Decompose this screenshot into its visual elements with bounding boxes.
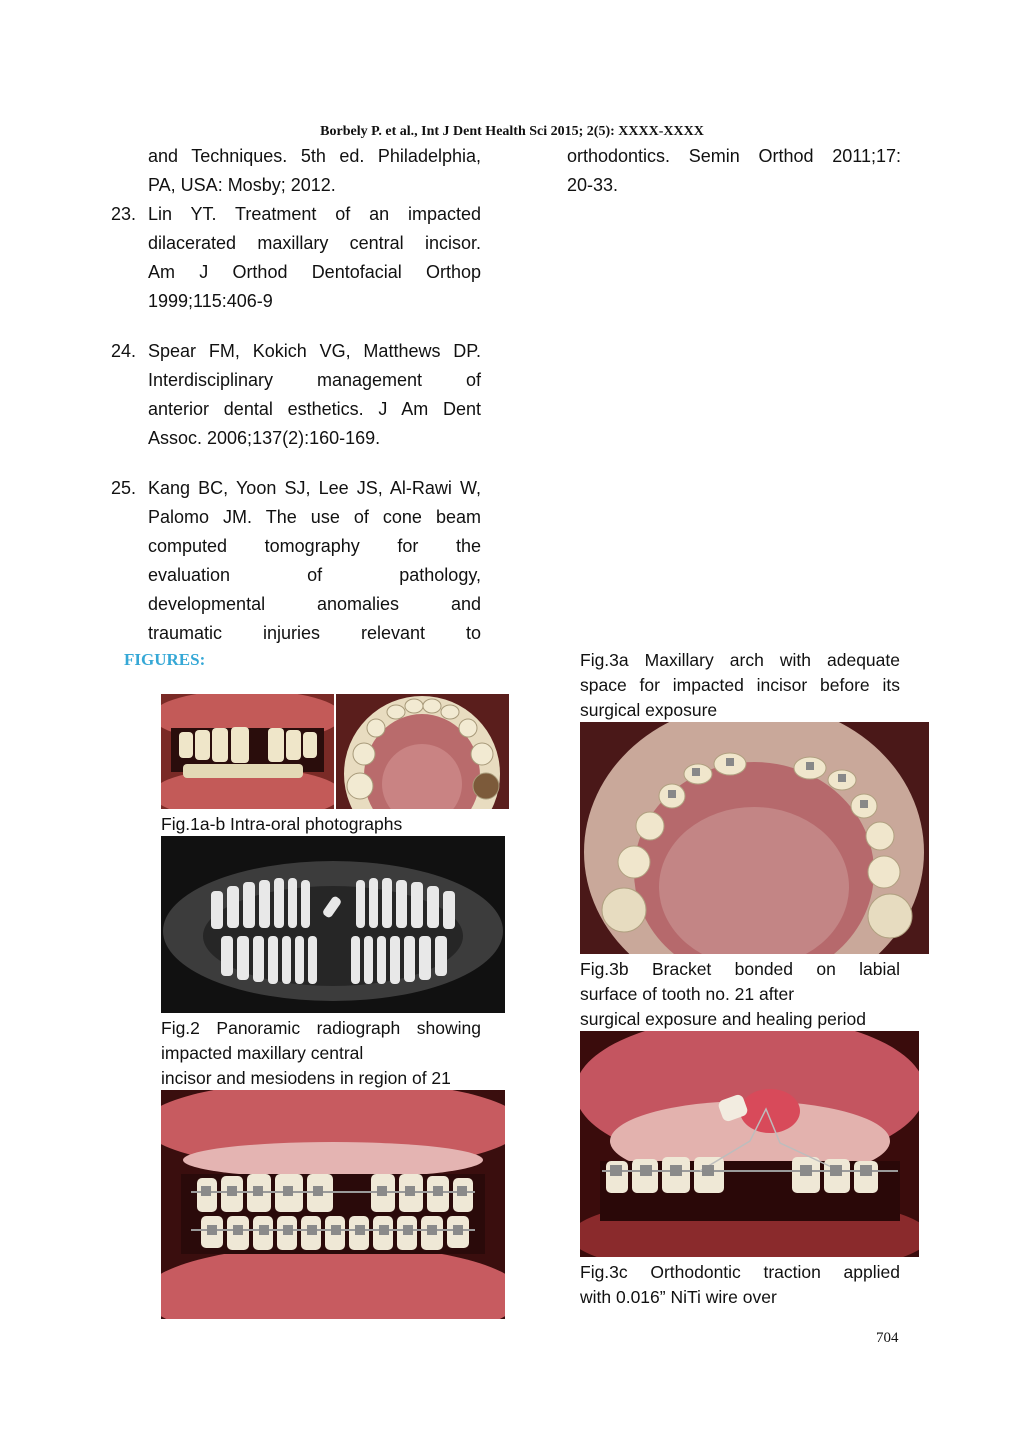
right-references bbox=[567, 142, 901, 200]
fig3b-caption bbox=[580, 957, 900, 1032]
reference-23 bbox=[111, 200, 481, 316]
caption-line: with 0.016” NiTi wire over bbox=[580, 1287, 777, 1307]
caption-line: Fig.3b Bracket bonded on labial bbox=[580, 959, 900, 979]
fig3b-bracket-traction-photo bbox=[580, 1031, 919, 1257]
ref-line: Interdisciplinary management of bbox=[148, 370, 481, 390]
caption-line: surface of tooth no. 21 after bbox=[580, 984, 795, 1004]
ref-line: traumatic injuries relevant to bbox=[148, 623, 481, 643]
fig1-caption: Fig.1a-b Intra-oral photographs bbox=[161, 814, 403, 834]
ref-line: Kang BC, Yoon SJ, Lee JS, Al-Rawi W, bbox=[148, 478, 481, 498]
ref-line: PA, USA: Mosby; 2012. bbox=[148, 175, 336, 195]
fig3a-caption bbox=[580, 648, 900, 723]
ref-line: dilacerated maxillary central incisor. bbox=[148, 233, 481, 253]
reference-25 bbox=[111, 474, 481, 648]
ref-number: 25. bbox=[111, 478, 137, 498]
caption-line: Fig.3c Orthodontic traction applied bbox=[580, 1262, 900, 1282]
ref-line: Lin YT. Treatment of an impacted bbox=[148, 204, 481, 224]
caption-line: surgical exposure bbox=[580, 700, 718, 720]
ref-line: and Techniques. 5th ed. Philadelphia, bbox=[148, 146, 481, 166]
ref-line: orthodontics. Semin Orthod 2011;17: bbox=[567, 146, 901, 166]
caption-line: impacted maxillary central bbox=[161, 1043, 364, 1063]
caption-line: space for impacted incisor before its bbox=[580, 675, 900, 695]
left-references bbox=[111, 142, 481, 648]
reference-22-continued bbox=[117, 142, 481, 200]
ref-line: evaluation of pathology, bbox=[148, 565, 481, 585]
ref-line: Spear FM, Kokich VG, Matthews DP. bbox=[148, 341, 481, 361]
ref-line: Am J Orthod Dentofacial Orthop bbox=[148, 262, 481, 282]
ref-number: 24. bbox=[111, 341, 137, 361]
caption-line: Fig.3a Maxillary arch with adequate bbox=[580, 650, 900, 670]
ref-line: developmental anomalies and bbox=[148, 594, 481, 614]
fig-braces-frontal-photo bbox=[161, 1090, 505, 1319]
fig2-panoramic-radiograph bbox=[161, 836, 505, 1013]
ref-line: computed tomography for the bbox=[148, 536, 481, 556]
caption-line: surgical exposure and healing period bbox=[580, 1009, 867, 1029]
fig3c-caption bbox=[580, 1260, 900, 1310]
fig2-caption bbox=[161, 1016, 481, 1091]
ref-line: anterior dental esthetics. J Am Dent bbox=[148, 399, 481, 419]
ref-line: Palomo JM. The use of cone beam bbox=[148, 507, 481, 527]
fig1a-frontal-photo bbox=[161, 694, 334, 809]
ref-number: 23. bbox=[111, 204, 137, 224]
caption-line: Fig.2 Panoramic radiograph showing bbox=[161, 1018, 481, 1038]
figures-heading: FIGURES: bbox=[124, 650, 206, 669]
caption-line: incisor and mesiodens in region of 21 bbox=[161, 1068, 451, 1088]
page-number: 704 bbox=[876, 1330, 899, 1346]
ref-line: Assoc. 2006;137(2):160-169. bbox=[148, 428, 381, 448]
running-header: Borbely P. et al., Int J Dent Health Sci 2015; 2(5): XXXX-XXXX bbox=[320, 124, 704, 139]
fig3a-occlusal-arch-photo bbox=[580, 722, 929, 954]
reference-24 bbox=[111, 337, 481, 453]
ref-line: 1999;115:406-9 bbox=[148, 291, 273, 311]
fig1b-occlusal-photo bbox=[336, 694, 509, 809]
ref-line: 20-33. bbox=[567, 175, 619, 195]
